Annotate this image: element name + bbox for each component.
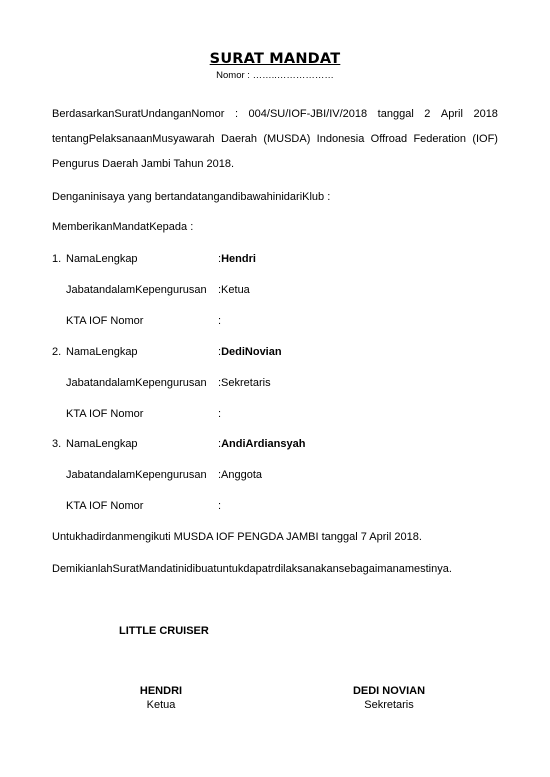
member-name-value: :Hendri — [218, 253, 256, 265]
intro-word: 2 — [424, 108, 431, 120]
member-name-label: NamaLengkap — [66, 346, 138, 358]
member-role-value: :Sekretaris — [218, 377, 271, 389]
intro-line-1 — [52, 107, 498, 121]
member-role-label: JabatandalamKepengurusan — [66, 377, 207, 389]
member-kta-label: KTA IOF Nomor — [66, 500, 144, 512]
intro-word: BerdasarkanSuratUndanganNomor — [52, 108, 225, 120]
member-role-value: :Ketua — [218, 284, 250, 296]
signatory-name: DEDI NOVIAN — [352, 685, 426, 697]
member-number: 3. — [52, 438, 62, 450]
signatory-role: Ketua — [146, 699, 176, 711]
signatory-role: Sekretaris — [364, 699, 414, 711]
member-name-value: :DediNovian — [218, 346, 282, 358]
member-name-value: :AndiArdiansyah — [218, 438, 306, 450]
document-title: SURAT MANDAT — [209, 51, 341, 67]
member-name: Hendri — [221, 253, 256, 265]
signature-block-secretary — [329, 684, 449, 712]
member-name: AndiArdiansyah — [221, 438, 306, 450]
intro-word: tentangPelaksanaanMusyawarah — [52, 133, 215, 145]
intro-word: tanggal — [377, 108, 414, 120]
member-name-label: NamaLengkap — [66, 253, 138, 265]
member-role-value: :Anggota — [218, 469, 263, 481]
document-number: Nomor : ……..……………… — [216, 70, 334, 81]
member-role-label: JabatandalamKepengurusan — [66, 469, 207, 481]
signatory-name: HENDRI — [139, 685, 183, 697]
member-name-label: NamaLengkap — [66, 438, 138, 450]
intro-word: Indonesia — [316, 133, 365, 145]
intro-word: Offroad — [370, 133, 408, 145]
member-number: 1. — [52, 253, 62, 265]
intro-word: : — [234, 108, 239, 120]
intro-word: (IOF) — [472, 133, 498, 145]
closing-text: DemikianlahSuratMandatinidibuatuntukdapatrdilaksanakansebagaimanamestinya. — [52, 563, 452, 575]
member-kta-value: : — [218, 315, 222, 327]
signature-block-chair — [101, 684, 221, 712]
member-number: 2. — [52, 346, 62, 358]
member-kta-value: : — [218, 500, 222, 512]
intro-line-2 — [52, 132, 498, 146]
member-role-label: JabatandalamKepengurusan — [66, 284, 207, 296]
intro-word: Federation — [413, 133, 467, 145]
member-kta-value: : — [218, 408, 222, 420]
member-kta-label: KTA IOF Nomor — [66, 315, 144, 327]
statement-text: Denganinisaya yang bertandatangandibawahinidariKlub : — [52, 191, 331, 203]
intro-line-3: Pengurus Daerah Jambi Tahun 2018. — [52, 158, 235, 170]
grant-text: MemberikanMandatKepada : — [52, 221, 194, 233]
intro-word: Daerah — [220, 133, 258, 145]
club-name: LITTLE CRUISER — [119, 625, 209, 637]
member-kta-label: KTA IOF Nomor — [66, 408, 144, 420]
intro-word: 2018 — [473, 108, 498, 120]
intro-word: (MUSDA) — [263, 133, 311, 145]
member-name: DediNovian — [221, 346, 282, 358]
intro-word: 004/SU/IOF-JBI/IV/2018 — [248, 108, 368, 120]
purpose-text: Untukhadirdanmengikuti MUSDA IOF PENGDA JAMBI tanggal 7 April 2018. — [52, 531, 422, 543]
intro-word: April — [440, 108, 463, 120]
